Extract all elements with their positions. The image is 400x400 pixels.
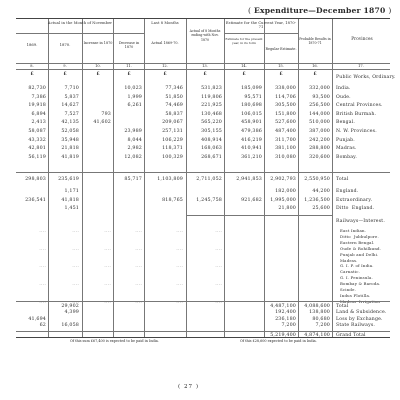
grand-total-label: Grand Total	[336, 333, 366, 338]
pound-sign: £	[96, 72, 100, 77]
col-number: 13.	[202, 64, 208, 68]
pound-sign: £	[163, 72, 167, 77]
col-number: 9.	[63, 64, 67, 68]
amount-cell: 921,682	[241, 197, 262, 203]
amount-cell: 1,999	[127, 94, 142, 100]
col-number: 15.	[278, 64, 284, 68]
header-rule	[224, 33, 298, 34]
amount-cell: 305,500	[275, 103, 296, 109]
province-label: Punjab.	[336, 137, 355, 143]
amount-cell: 25,600	[312, 206, 330, 212]
amount-cell: 268,671	[201, 154, 222, 160]
leader-dots: ....	[39, 264, 46, 270]
col-number: 12.	[162, 64, 168, 68]
amount-cell: 151,800	[275, 111, 296, 117]
leader-dots: ....	[135, 246, 142, 252]
amount-cell: 42,801	[28, 146, 46, 152]
col-number: 14.	[241, 64, 247, 68]
railway-label: Oude & Rohilkund.	[340, 245, 382, 251]
heading-actual-1869-70: Actual 1869-70.	[151, 41, 179, 45]
amount-cell: 410,941	[241, 146, 262, 152]
amount-cell: 487,400	[275, 129, 296, 134]
col-number: 10.	[95, 64, 101, 68]
heading-last-months: Last 8 Months	[151, 21, 179, 25]
pound-sign: £	[30, 72, 34, 77]
amount-cell: 100,329	[162, 154, 183, 160]
subtotal-rule	[16, 301, 390, 302]
total-amount: 1,103,809	[157, 177, 183, 182]
railway-label: Eastern Bengal.	[340, 239, 375, 245]
leader-dots: ....	[72, 229, 79, 234]
amount-cell: 41,602	[93, 120, 111, 126]
railway-label: East Indian.	[340, 228, 367, 233]
total-amount: 4,088,600	[304, 304, 330, 309]
amount-cell: 82,730	[28, 86, 46, 91]
pound-sign: £	[127, 72, 131, 77]
amount-cell: 257,131	[162, 129, 183, 134]
amount-cell: 58,837	[165, 111, 183, 117]
amount-cell: 42,135	[61, 120, 79, 126]
leader-dots: ....	[135, 264, 142, 270]
total-amount: 7,200	[315, 323, 330, 329]
leader-dots: ....	[176, 246, 183, 252]
amount-cell: 118,371	[162, 146, 183, 152]
amount-cell: 19,918	[28, 103, 46, 109]
amount-cell: 7,386	[31, 94, 46, 100]
total-label: Total	[336, 177, 349, 182]
col-number: 16.	[312, 64, 318, 68]
amount-cell: 818,765	[162, 197, 183, 203]
amount-cell: 14,627	[61, 103, 79, 109]
total-amount: 298,803	[25, 177, 46, 182]
page-folio: ( 27 )	[178, 384, 200, 390]
province-label: England.	[336, 189, 359, 194]
railway-label: Madras Irrigation	[340, 298, 381, 304]
amount-cell: 119,806	[201, 94, 222, 100]
leader-dots: ....	[176, 264, 183, 270]
amount-cell: 35,948	[61, 137, 79, 143]
amount-cell: 5,837	[64, 94, 79, 100]
railway-label: G. I. Peninsula.	[340, 275, 373, 281]
amount-cell: 381,100	[275, 146, 296, 152]
amount-cell: 52,058	[61, 129, 79, 134]
leader-dots: ....	[135, 299, 142, 305]
header-rule	[16, 69, 390, 70]
amount-cell: 387,000	[309, 129, 330, 134]
heading-estimate-form: Estimate for the present year, in its form	[225, 37, 263, 46]
grand-total-rule	[16, 331, 390, 332]
heading-probable: Probable Results in 1870-71	[299, 37, 331, 46]
total-label: State Railways.	[336, 323, 376, 329]
amount-cell: 305,155	[201, 129, 222, 134]
total-amount: 4,399	[64, 310, 79, 316]
total-amount: 16,058	[61, 323, 79, 329]
section-rule	[186, 215, 332, 216]
amount-cell: 21,818	[61, 146, 79, 152]
amount-cell: 23,989	[124, 129, 142, 134]
page-header	[248, 6, 392, 15]
railway-label: Scinde.	[340, 287, 357, 292]
amount-cell: 2,413	[31, 120, 46, 126]
leader-dots: ....	[215, 229, 222, 234]
amount-cell: 43,332	[28, 137, 46, 143]
railway-label: Indus Flotilla.	[340, 292, 371, 298]
total-label: Loss by Exchange.	[336, 316, 383, 322]
amount-cell: 12,082	[124, 154, 142, 160]
leader-dots: ....	[104, 246, 111, 252]
amount-cell: 236,541	[25, 197, 46, 203]
heading-decrease: Decrease in 1870	[118, 41, 140, 50]
col-number: 11.	[126, 64, 132, 68]
leader-dots: ....	[72, 282, 79, 288]
amount-cell: 77,346	[165, 86, 183, 91]
total-amount: 80,680	[312, 316, 330, 322]
leader-dots: ....	[135, 229, 142, 234]
leader-dots: ....	[72, 246, 79, 252]
province-label: Central Provinces.	[336, 103, 383, 109]
pound-sign: £	[313, 72, 317, 77]
total-amount: 2,902,793	[270, 177, 296, 182]
total-amount: 41,694	[28, 316, 46, 322]
header-bracket-open: (	[248, 6, 252, 15]
heading-increase: Increase in 1870	[83, 41, 113, 45]
expenditure-table	[16, 18, 396, 338]
amount-cell: 44,200	[312, 189, 330, 194]
total-label: Land & Subsidence.	[336, 310, 387, 316]
heading-actual-8-months: Actual of 8 Months ending with Nov. 1870	[189, 29, 221, 42]
amount-cell: 1,236,500	[304, 197, 330, 203]
section-public-works: Public Works, Ordinary.	[336, 75, 396, 80]
province-label: Madras.	[336, 146, 357, 152]
leader-dots: ....	[176, 282, 183, 288]
leader-dots: ....	[39, 282, 46, 288]
amount-cell: 106,015	[241, 111, 262, 117]
col-number: 17.	[358, 64, 364, 68]
amount-cell: 332,000	[309, 86, 330, 91]
leader-dots: ....	[39, 246, 46, 252]
amount-cell: 209,067	[162, 120, 183, 126]
railway-label: Ditto Jubbulpore.	[340, 233, 379, 239]
heading-actual-month: Actual in the Month of November	[47, 21, 113, 25]
leader-dots: ....	[39, 229, 46, 234]
heading-estimate: Estimate for the Current Year, 1870-71	[225, 21, 297, 30]
amount-cell: 256,500	[309, 103, 330, 109]
amount-cell: 221,925	[201, 103, 222, 109]
amount-cell: 361,210	[241, 154, 262, 160]
pound-sign: £	[203, 72, 207, 77]
total-amount: 138,800	[309, 310, 330, 316]
leader-dots: ....	[72, 299, 79, 305]
amount-cell: 527,600	[275, 120, 296, 126]
grand-total-amount: 4,874,100	[304, 333, 330, 338]
province-label: Oude.	[336, 94, 351, 100]
railway-label: Carnatic.	[340, 269, 361, 275]
total-amount: 236,180	[275, 316, 296, 322]
amount-cell: 93,500	[312, 94, 330, 100]
leader-dots: ....	[176, 299, 183, 305]
section-railways: Railways—Interest.	[336, 219, 385, 224]
heading-1870: 1870.	[59, 42, 71, 47]
col-number: 8.	[30, 64, 34, 68]
heading-1869: 1869.	[26, 42, 38, 47]
pound-sign: £	[63, 72, 67, 77]
amount-cell: 2,982	[127, 146, 142, 152]
amount-cell: 56,119	[28, 154, 46, 160]
amount-cell: 7,710	[64, 86, 79, 91]
leader-dots: ....	[104, 282, 111, 288]
total-amount: 7,200	[281, 323, 296, 329]
railway-label: Punjab and Delhi.	[340, 251, 379, 257]
pound-sign: £	[242, 72, 246, 77]
amount-cell: 7,527	[64, 111, 79, 117]
province-label: Extraordinary.	[336, 197, 373, 203]
province-label: Ditto England.	[336, 206, 375, 212]
leader-dots: ....	[72, 264, 79, 270]
railway-label: Bombay & Baroda.	[340, 281, 381, 287]
pound-sign: £	[279, 72, 283, 77]
amount-cell: 479,386	[241, 129, 262, 134]
amount-cell: 338,000	[275, 86, 296, 91]
amount-cell: 8,044	[127, 137, 142, 143]
amount-cell: 41,819	[61, 154, 79, 160]
amount-cell: 180,698	[241, 103, 262, 109]
total-amount: 29,902	[61, 304, 79, 309]
header-bracket-close: )	[388, 6, 392, 15]
amount-cell: 144,000	[309, 111, 330, 117]
amount-cell: 58,087	[28, 129, 46, 134]
amount-cell: 51,850	[165, 94, 183, 100]
total-amount: 2,711,052	[196, 177, 222, 182]
amount-cell: 130,468	[201, 111, 222, 117]
province-label: India.	[336, 86, 351, 91]
amount-cell: 168,063	[201, 146, 222, 152]
total-label: Total	[336, 304, 349, 309]
leader-dots: ....	[215, 246, 222, 252]
heading-regular-estimate: Regular Estimate.	[265, 47, 297, 51]
amount-cell: 10,023	[124, 86, 142, 91]
province-label: Bengal.	[336, 120, 356, 126]
leader-dots: ....	[215, 282, 222, 288]
amount-cell: 182,000	[275, 189, 296, 194]
footnote-right: Of this £28,600 expected to be paid in India.	[240, 339, 317, 343]
amount-cell: 310,080	[275, 154, 296, 160]
amount-cell: 458,901	[241, 120, 262, 126]
leader-dots: ....	[215, 299, 222, 305]
amount-cell: 106,229	[162, 137, 183, 143]
total-amount: 85,717	[124, 177, 142, 182]
total-amount: 2,550,950	[304, 177, 330, 182]
leader-dots: ....	[135, 282, 142, 288]
province-label: N. W. Provinces.	[336, 129, 377, 134]
total-amount: 192,400	[275, 310, 296, 316]
province-label: British Burmah.	[336, 111, 377, 117]
leader-dots: ....	[104, 264, 111, 270]
amount-cell: 95,571	[244, 94, 262, 100]
amount-cell: 6,261	[127, 103, 142, 109]
page-title: Expenditure—December 1870	[254, 6, 386, 15]
grand-total-amount: 5,219,400	[270, 333, 296, 338]
railway-label: G. I. P. of India.	[340, 263, 374, 269]
amount-cell: 1,171	[64, 189, 79, 194]
leader-dots: ....	[39, 299, 46, 305]
total-amount: 62	[39, 323, 46, 329]
amount-cell: 408,914	[201, 137, 222, 143]
amount-cell: 1,245,758	[196, 197, 222, 203]
province-label: Bombay.	[336, 154, 358, 160]
leader-dots: ....	[104, 229, 111, 234]
amount-cell: 114,706	[275, 94, 296, 100]
amount-cell: 510,000	[309, 120, 330, 126]
amount-cell: 21,800	[278, 206, 296, 212]
amount-cell: 41,818	[61, 197, 79, 203]
amount-cell: 1,995,000	[270, 197, 296, 203]
amount-cell: 320,600	[309, 154, 330, 160]
amount-cell: 74,469	[165, 103, 183, 109]
leader-dots: ....	[104, 299, 111, 305]
subtotal-rule	[16, 172, 390, 173]
total-amount: 2,941,853	[236, 177, 262, 182]
leader-dots: ....	[215, 264, 222, 270]
total-amount: 4,487,100	[270, 304, 296, 309]
amount-cell: 565,220	[201, 120, 222, 126]
amount-cell: 1,451	[64, 206, 79, 212]
amount-cell: 311,700	[275, 137, 296, 143]
amount-cell: 793	[101, 111, 111, 117]
total-amount: 235,619	[58, 177, 79, 182]
amount-cell: 185,099	[241, 86, 262, 91]
footnote-left: Of this sum £67,400 is expected to be paid in India.	[70, 339, 159, 343]
railway-label: Madras.	[340, 257, 358, 263]
heading-provinces: Provinces	[351, 36, 373, 41]
amount-cell: 242,200	[309, 137, 330, 143]
header-rule	[16, 33, 144, 34]
amount-cell: 531,823	[201, 86, 222, 91]
amount-cell: 6,894	[31, 111, 46, 117]
leader-dots: ....	[176, 229, 183, 234]
amount-cell: 416,219	[241, 137, 262, 143]
amount-cell: 288,800	[309, 146, 330, 152]
